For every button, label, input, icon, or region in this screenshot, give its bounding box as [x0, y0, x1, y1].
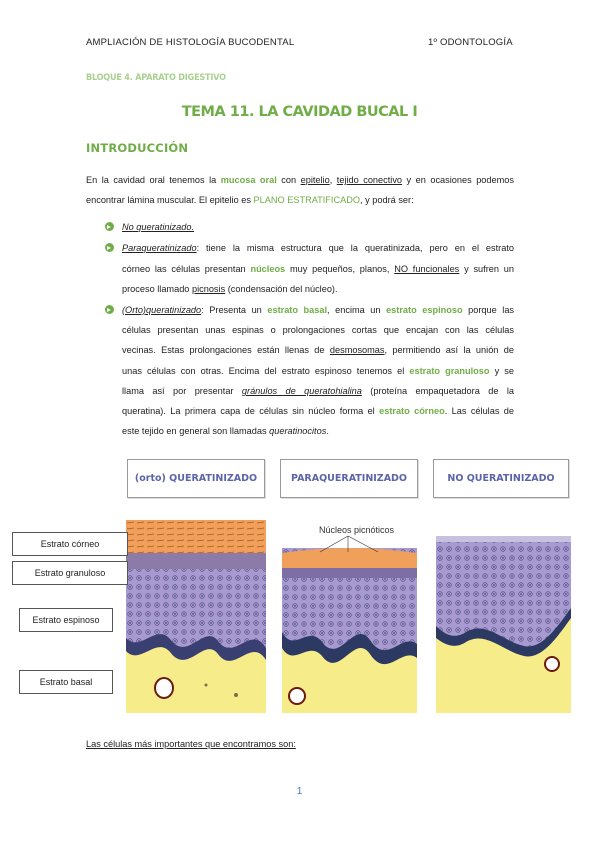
type-box-paraqueratinizado: PARAQUERATINIZADO	[280, 459, 418, 498]
bullet-arrow-icon	[105, 305, 114, 314]
bullet-paraqueratinizado-line-1: Paraqueratinizado: tiene la misma estructura que la queratinizada, pero en el estrato	[122, 243, 514, 253]
bullet-ortoqueratinizado-line-1: (Orto)queratinizado: Presenta un estrato basal, encima un estrato espinoso porque las	[122, 305, 515, 315]
header-course: 1º ODONTOLOGÍA	[428, 37, 513, 48]
bullet-no-queratinizado: No queratinizado.	[122, 222, 195, 232]
type-box-no-queratinizado: NO QUERATINIZADO	[433, 459, 569, 498]
block-label: BLOQUE 4. APARATO DIGESTIVO	[86, 73, 226, 83]
label-estrato-granuloso: Estrato granuloso	[12, 561, 128, 585]
bullet-ortoqueratinizado-line-7: este tejido en general son llamadas queratinocitos.	[122, 426, 329, 436]
tissue-paraqueratinizado-illustration	[282, 548, 417, 713]
bullet-ortoqueratinizado-line-3: vecinas. Estas prolongaciones están llenas de desmosomas, permitiendo así la unión de	[122, 345, 514, 355]
bullet-arrow-icon	[105, 222, 114, 231]
label-estrato-corneo: Estrato córneo	[12, 532, 128, 556]
tissue-ortoqueratinizado-illustration	[126, 520, 266, 713]
bullet-ortoqueratinizado-line-2: células presentan unas espinas o prolongaciones cortas que encajan con las células	[122, 325, 514, 335]
bullet-ortoqueratinizado-line-6: queratina). La primera capa de células sin núcleo forma el estrato córneo. Las células de	[122, 406, 515, 416]
topic-title: TEMA 11. LA CAVIDAD BUCAL I	[181, 104, 418, 120]
type-box-ortoqueratinizado: (orto) QUERATINIZADO	[127, 459, 265, 498]
header-title: AMPLIACIÓN DE HISTOLOGÍA BUCODENTAL	[86, 37, 295, 48]
tissue-no-queratinizado-illustration	[436, 536, 571, 713]
bullet-arrow-icon	[105, 243, 114, 252]
closing-sentence: Las células más importantes que encontramos son:	[86, 739, 296, 749]
intro-line-2: encontrar lámina muscular. El epitelio es PLANO ESTRATIFICADO, y podrá ser:	[86, 195, 414, 205]
bullet-paraqueratinizado-line-2: córneo las células presentan núcleos muy pequeños, planos, NO funcionales y sufren un	[122, 264, 514, 274]
label-estrato-espinoso: Estrato espinoso	[19, 608, 113, 632]
page-number: 1	[296, 786, 303, 797]
bullet-paraqueratinizado-line-3: proceso llamado picnosis (condensación del núcleo).	[122, 284, 338, 294]
label-estrato-basal: Estrato basal	[19, 670, 113, 694]
bullet-ortoqueratinizado-line-5: llama así por presentar gránulos de queratohialina (proteína empaquetadora de la	[122, 386, 514, 396]
pointer-lines	[300, 534, 400, 554]
intro-line-1: En la cavidad oral tenemos la mucosa oral con epitelio, tejido conectivo y en ocasiones podemos	[86, 175, 514, 185]
nucleos-picnoticos-label: Núcleos picnóticos	[319, 525, 395, 535]
bullet-ortoqueratinizado-line-4: unas células con otras. Encima del estrato espinoso tenemos el estrato granuloso y se	[122, 366, 514, 376]
section-heading: INTRODUCCIÓN	[86, 141, 189, 155]
